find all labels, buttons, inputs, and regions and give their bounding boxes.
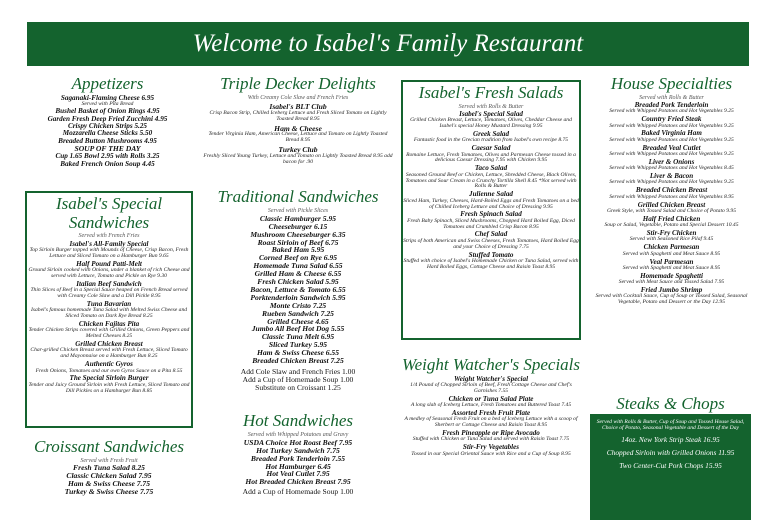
appetizers-section (30, 75, 185, 168)
menu-item-name: Isabel's All-Family Special (69, 239, 149, 248)
menu-item-name: Taco Salad (474, 164, 508, 173)
menu-item-desc: Sliced Ham, Turkey, Cheeses, Hard-Boiled Eggs and Fresh Tomatoes on a bed of Chilled Iceberg Lettuce and Choice of Dressing 9.95 (403, 197, 579, 210)
menu-item: Two Center-Cut Pork Chops 15.95 (619, 460, 722, 470)
menu-item: Crispy Chicken Strips 5.25 (67, 122, 148, 130)
menu-item-name: Veal Parmesan (649, 257, 694, 266)
menu-item-name: Fresh Spinach Salad (460, 210, 522, 219)
menu-item: Jumbo All Beef Hot Dog 5.55 (251, 324, 345, 334)
menu-item: Sliced Turkey 5.95 (268, 340, 328, 350)
menu-item-desc: Served with Spaghetti and Meat Sauce 8.95 (622, 250, 721, 257)
add-on: Add Cole Slaw and French Fries 1.00 (240, 366, 356, 376)
hot-sandwiches-section (203, 412, 393, 496)
menu-item-desc: A long slab of Iceberg Lettuce, Fresh Tomatoes and Buttered Toast 7.45 (410, 402, 572, 409)
add-on: Add a Cup of Homemade Soup 1.00 (242, 374, 354, 384)
section-note: Served with Rolls & Butter (458, 103, 524, 110)
menu-item: Porktenderloin Sandwich 5.95 (250, 292, 346, 302)
menu-item-name: Ham & Cheese (274, 123, 322, 133)
menu-item-name: Half Pound Patti-Melt (76, 259, 142, 268)
menu-item: Chopped Sirloin with Grilled Onions 11.95 (606, 447, 735, 457)
menu-item-desc: Greek Style, with Tossed Salad and Choice of Potato 9.95 (606, 207, 736, 214)
menu-item: Baked French Onion Soup 4.45 (60, 159, 155, 168)
appetizers-heading: Appetizers (71, 74, 144, 93)
menu-item-name: Tuna Bavarian (86, 299, 132, 308)
menu-item-name: Isabel's Special Salad (459, 109, 523, 118)
menu-item-name: Liver & Onions (648, 157, 695, 166)
menu-item-name: Breaded Chicken Breast (635, 186, 708, 195)
triple-decker-section (203, 75, 393, 166)
menu-item-desc: Freshly Sliced Young Turkey, Lettuce and Tomato on Lightly Toasted Bread 8.95 add bacon for .90 (203, 153, 393, 165)
menu-item-desc: Char-grilled Chicken Breast served with Fresh Lettuce, Sliced Tomato and Mayonnaise on a Hamburger Bun 8.25 (30, 347, 188, 360)
menu-item: 14oz. New York Strip Steak 16.95 (621, 434, 720, 444)
menu-item: Cheeseburger 6.15 (268, 221, 328, 231)
menu-item-desc: Fresh Onions, Tomatoes and our own Gyros Sauce on a Pita 8.55 (35, 367, 183, 374)
steaks-section (590, 414, 751, 520)
menu-item-name: Fried Jumbo Shrimp (640, 285, 703, 294)
menu-item-desc: Served with Whipped Potatoes and Hot Vegetables 9.25 (609, 108, 734, 115)
menu-item-name: Julienne Salad (469, 190, 513, 199)
menu-item: Homemade Tuna Salad 6.55 (253, 261, 343, 271)
menu-item-name: Breaded Pork Tenderloin (634, 100, 709, 109)
menu-item-name: Assorted Fresh Fruit Plate (451, 409, 531, 418)
menu-item-name: Stuffed Tomato (468, 250, 514, 259)
salads-section (401, 80, 581, 340)
menu-item-desc: Stuffed with Chicken or Tuna Salad and served with Raisin Toast 7.75 (412, 436, 570, 443)
menu-item-desc: Served with Whipped Potatoes and Hot Vegetables 9.25 (609, 122, 734, 129)
menu-item: Hot Veal Cutlet 7.95 (266, 469, 330, 479)
menu-item-name: Grilled Chicken Breast (75, 340, 143, 349)
menu-item-desc: Tender Chicken Strips covered with Grilled Onions, Green Peppers and Melted Cheeses 8.25 (28, 327, 190, 340)
soup-heading: SOUP OF THE DAY (74, 144, 141, 154)
menu-item: Classic Tuna Melt 6.95 (261, 332, 335, 342)
title-banner (27, 22, 749, 66)
menu-item: Fresh Chicken Salad 5.95 (257, 277, 339, 287)
menu-item: Breaded Button Mushrooms 4.95 (58, 136, 157, 145)
special-sandwiches-section (25, 191, 193, 428)
menu-item-desc: Isabel's famous homemade Tuna Salad with Melted Swiss Cheese and Sliced Tomato on Dark Rye Bread 8.25 (30, 307, 188, 320)
section-note: Served with Whipped Potatoes and Gravy (247, 431, 349, 438)
menu-item-desc: Grilled Chicken Breast, Lettuce, Tomatoes, Olives, Cheddar Cheese and Isabel's special Honey Mustard Dressing 9.95 (410, 117, 572, 130)
menu-item: Bushel Basket of Onion Rings 4.95 (55, 107, 160, 116)
menu-item-desc: Ground Sirloin cooked with Onions, under a blanket of rich Cheese and served with Lettuce, Tomato and Pickle on Rye 9.30 (28, 267, 190, 279)
menu-item-name: Chef Salad (474, 230, 508, 239)
menu-item-desc: Served with Spaghetti and Meat Sauce 8.95 (622, 264, 721, 271)
special-sandwiches-heading: Isabel's Special Sandwiches (55, 194, 163, 232)
menu-item-name: Stir-Fry Chicken (646, 229, 697, 238)
add-on: Substitute on Croissant 1.25 (255, 382, 341, 392)
menu-item: Mushroom Cheeseburger 6.35 (250, 229, 346, 239)
menu-item: Garden Fresh Deep Fried Zucchini 4.95 (47, 114, 168, 123)
menu-item-name: Chicken Parmesan (643, 243, 700, 252)
menu-item-name: Turkey Club (278, 145, 318, 155)
menu-item-name: Stir-Fry Vegetables (462, 443, 520, 452)
menu-item-name: Breaded Veal Cutlet (642, 143, 701, 152)
menu-item: Hot Hamburger 6.45 (265, 461, 331, 471)
menu-item-desc: Fantastic food in the Grecian tradition from Isabel's own recipe 8.75 (413, 137, 569, 144)
menu-note: Served with Pita Bread (81, 101, 134, 108)
section-note: Served with French Fries (78, 233, 140, 240)
menu-item-name: Italian Beef Sandwich (76, 279, 142, 288)
menu-item-desc: Seasoned Ground Beef or Chicken, Lettuce, Shredded Cheese, Black Olives, Tomatoes and Sour Cream in a Crunchy Tortilla Shell 8.45 *Not served with Rolls & Butter (405, 171, 577, 190)
section-note: Served with Rolls & Butter (639, 94, 704, 101)
menu-item: Ham & Swiss Cheese 7.75 (67, 478, 151, 488)
traditional-heading: Traditional Sandwiches (217, 187, 379, 206)
house-specialties-heading: House Specialties (610, 74, 733, 93)
menu-item-desc: Strips of both American and Swiss Cheeses, Fresh Tomatoes, Hard Boiled Egg and your Choice of Dressing 7.75 (403, 237, 579, 250)
menu-item-desc: A medley of Seasonal Fresh Fruit on a bed of Iceberg Lettuce with a scoop of Sherbert or Cottage Cheese and Raisin Toast 8.95 (404, 416, 578, 429)
menu-item-name: The Special Sirloin Burger (69, 374, 149, 383)
menu-item-desc: Crisp Bacon Strip, Chilled Iceberg Lettuce and Fresh Sliced Tomato on Lightly Toasted Bread 8.95 (209, 109, 387, 122)
menu-item: Turkey & Swiss Cheese 7.75 (64, 486, 154, 496)
menu-item-name: Chicken Fajitas Pita (78, 319, 140, 328)
menu-item-desc: Served with Meat Sauce and Tossed Salad 7.95 (618, 279, 725, 286)
menu-item-name: Weight Watcher's Special (453, 374, 529, 383)
menu-item: Grilled Ham & Cheese 6.55 (254, 269, 342, 279)
menu-item-desc: Served with Whipped Potatoes and Hot Vegetables 9.25 (609, 151, 734, 157)
weight-watchers-section (401, 356, 581, 458)
menu-item: Roast Sirloin of Beef 6.75 (257, 237, 339, 247)
section-note: Served with Pickle Slices (267, 207, 329, 214)
menu-item-name: Isabel's BLT Club (269, 101, 327, 111)
menu-item: Saganaki-Flaming Cheese 6.95 (60, 93, 155, 102)
menu-item: Classic Hamburger 5.95 (259, 213, 337, 223)
menu-item-name: Chicken or Tuna Salad Plate (448, 394, 534, 403)
menu-item-desc: Romaine Lettuce, Fresh Tomatoes, Olives and Parmesan Cheese tossed in a delicious Caesar Dressing 7.95 with Chicken 9.95 (406, 151, 576, 164)
menu-item-name: Baked Virginia Ham (641, 129, 702, 138)
menu-item: Ham & Swiss Cheese 6.55 (256, 348, 340, 358)
steaks-desc: Served with Rolls & Butter, Cup of Soup and Tossed House Salad, Choice of Potato, Seasonal Vegetable and Dessert of the Day (596, 419, 745, 431)
menu-item: Bacon, Lettuce & Tomato 6.55 (250, 284, 346, 294)
menu-item: Monte Cristo 7.25 (269, 300, 327, 310)
menu-item: Breaded Chicken Breast 7.25 (252, 355, 344, 365)
menu-item: Baked Ham 5.95 (271, 245, 325, 255)
add-on: Add a Cup of Homemade Soup 1.00 (242, 487, 354, 497)
menu-item-desc: Served with Whipped Potatoes and Hot Vegetables 9.25 (609, 136, 734, 143)
triple-decker-heading: Triple Decker Delights (220, 74, 376, 93)
menu-item-name: Country Fried Steak (641, 115, 702, 124)
menu-item: USDA Choice Hot Roast Beef 7.95 (243, 437, 353, 447)
section-note: With Creamy Cole Slaw and French Fries (247, 94, 349, 101)
menu-item: Cup 1.65 Bowl 2.95 with Rolls 3.25 (55, 152, 160, 161)
menu-item-desc: Soup or Salad, Vegetable, Potato and Special Dessert 10.45 (604, 222, 739, 229)
croissant-section (30, 438, 188, 495)
menu-item-desc: Tossed in our Special Oriental Sauce with Rice and a Cup of Soup 8.95 (411, 450, 571, 457)
hot-sandwiches-heading: Hot Sandwiches (242, 411, 354, 430)
menu-item-name: Grilled Chicken Breast (637, 200, 706, 209)
menu-item: Hot Turkey Sandwich 7.75 (256, 445, 340, 455)
menu-item-desc: Thin Slices of Beef in a Special Sauce heaped on French Bread served with Creamy Cole Slaw and a Dill Pickle 8.95 (30, 287, 188, 300)
traditional-section (203, 188, 393, 392)
menu-item: Classic Chicken Salad 7.95 (66, 470, 152, 480)
menu-item-desc: Fresh Baby Spinach, Sliced Mushrooms, Chopped Hard Boiled Egg, Diced Tomatoes and Crumbled Crisp Bacon 8.95 (407, 217, 575, 230)
menu-item-name: Liver & Bacon (649, 172, 694, 181)
menu-item-desc: Served with Seasoned Rice Pilaf 9.45 (629, 236, 714, 243)
menu-item: Mozzarella Cheese Sticks 5.50 (62, 129, 153, 138)
menu-item: Breaded Pork Tenderloin 7.55 (250, 453, 346, 463)
menu-item-desc: Tender Virginia Ham, American Cheese, Lettuce and Tomato on Lightly Toasted Bread 8.95 (208, 131, 388, 144)
menu-item-desc: Served with Whipped Potatoes and Hot Vegetables 8.95 (609, 193, 734, 200)
menu-item-desc: Served with Whipped Potatoes and Hot Vegetables 8.45 (609, 165, 734, 172)
menu-item-name: Half Fried Chicken (642, 214, 701, 223)
menu-item-name: Caesar Salad (471, 144, 511, 153)
menu-item: Grilled Cheese 4.65 (267, 316, 329, 326)
menu-item-desc: Served with Cocktail Sauce, Cup of Soup or Tossed Salad, Seasonal Vegetable, Potato and Dessert or the Day 12.95 (595, 293, 748, 306)
menu-item-name: Greek Salad (472, 130, 510, 139)
menu-item-name: Homemade Spaghetti (640, 271, 703, 280)
menu-item: Corned Beef on Rye 6.95 (258, 253, 338, 263)
house-specialties-section (590, 75, 753, 306)
menu-item-desc: Stuffed with choice of Isabel's Homemade Chicken or Tuna Salad, served with Hard Boiled Eggs, Cottage Cheese and Raisin Toast 8.95 (403, 257, 579, 270)
menu-item: Hot Breaded Chicken Breast 7.95 (245, 477, 351, 487)
weight-watchers-heading: Weight Watcher's Specials (401, 355, 581, 374)
menu-item-desc: Served with Whipped Potatoes and Hot Vegetables 9.25 (609, 179, 734, 186)
menu-item-desc: Tender and Juicy Ground Sirloin with Fresh Lettuce, Sliced Tomato and Dill Pickles on a Hamburger Bun 8.85 (28, 381, 190, 394)
restaurant-title: Welcome to Isabel's Family Restaurant (192, 30, 584, 57)
steaks-heading: Steaks & Chops (616, 394, 725, 413)
menu-item-name: Fresh Pineapple or Ripe Avocado (442, 429, 540, 438)
menu-item-desc: Top Sirloin Burger topped with Mounds of Cheese, Crisp Bacon, Fresh Lettuce and Sliced Tomato on a Hamburger Bun 9.65 (29, 246, 189, 259)
menu-item-desc: 1/4 Pound of Chopped Sirloin of Beef, Fresh Cottage Cheese and Chef's Garnishes 7.55 (410, 382, 572, 394)
menu-item-name: Authentic Gyros (85, 360, 133, 369)
menu-item: Fresh Tuna Salad 8.25 (73, 462, 145, 472)
croissant-heading: Croissant Sandwiches (33, 437, 185, 456)
section-note: Served with Fresh Fruit (80, 457, 138, 464)
menu-item: Rueben Sandwich 7.25 (262, 308, 334, 318)
salads-heading: Isabel's Fresh Salads (418, 83, 564, 102)
